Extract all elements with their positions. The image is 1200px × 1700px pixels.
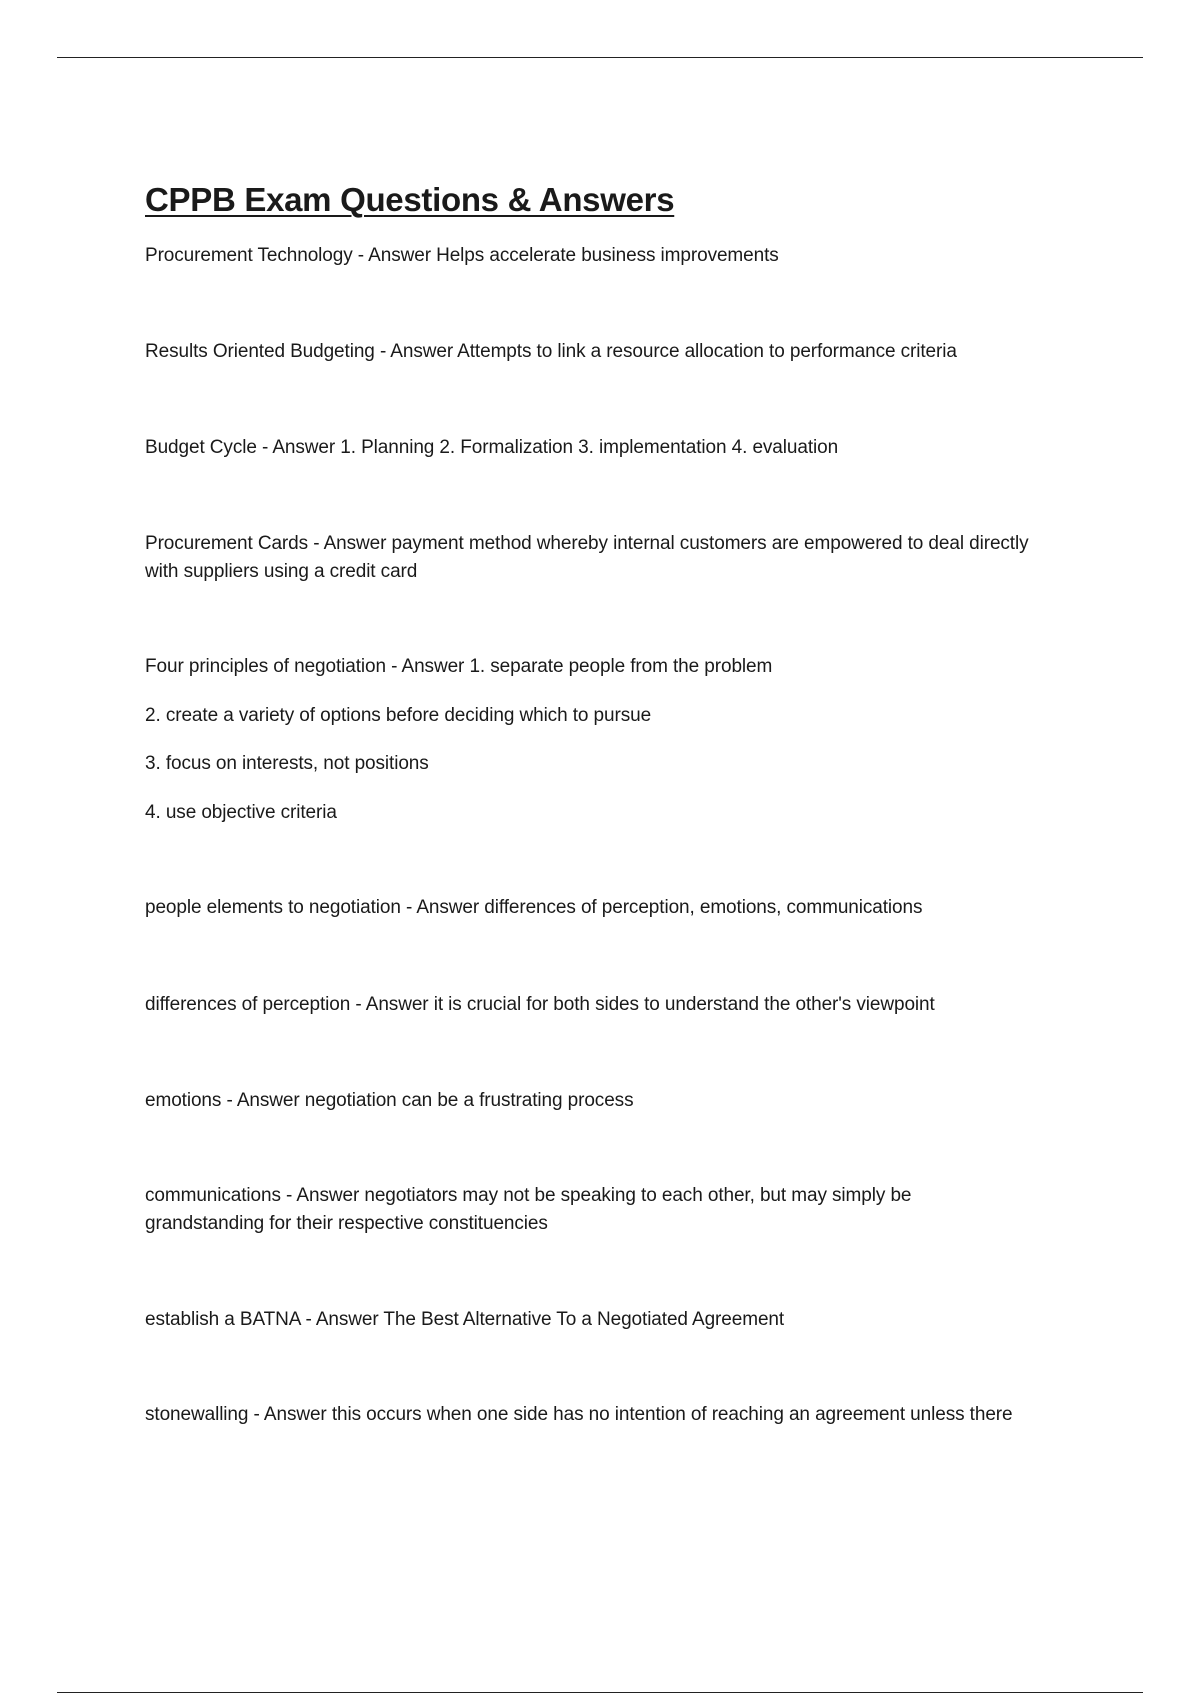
qa-procurement-technology: Procurement Technology - Answer Helps accelerate business improvements [145, 245, 779, 266]
footer-rule [57, 1692, 1143, 1693]
qa-people-elements: people elements to negotiation - Answer differences of perception, emotions, communications [145, 897, 923, 918]
qa-budget-cycle: Budget Cycle - Answer 1. Planning 2. Formalization 3. implementation 4. evaluation [145, 437, 839, 458]
qa-procurement-cards: Procurement Cards - Answer payment method whereby internal customers are empowered to deal directly with suppliers using a credit card [145, 533, 1029, 582]
qa-results-oriented-budgeting: Results Oriented Budgeting - Answer Attempts to link a resource allocation to performance criteria [145, 341, 957, 362]
qa-communications: communications - Answer negotiators may not be speaking to each other, but may simply be grandstanding for their respective constituencies [145, 1185, 912, 1234]
principle-3: 3. focus on interests, not positions [145, 753, 429, 774]
header-rule [57, 57, 1143, 58]
principle-4: 4. use objective criteria [145, 802, 337, 823]
qa-four-principles: Four principles of negotiation - Answer 1. separate people from the problem [145, 656, 773, 677]
qa-batna: establish a BATNA - Answer The Best Alternative To a Negotiated Agreement [145, 1309, 785, 1330]
document-body [145, 178, 1105, 1425]
document-title: CPPB Exam Questions & Answers [145, 181, 675, 218]
principle-2: 2. create a variety of options before deciding which to pursue [145, 705, 652, 726]
qa-stonewalling: stonewalling - Answer this occurs when one side has no intention of reaching an agreement unless there [145, 1404, 1013, 1425]
qa-emotions: emotions - Answer negotiation can be a frustrating process [145, 1090, 634, 1111]
qa-differences-of-perception: differences of perception - Answer it is crucial for both sides to understand the other's viewpoint [145, 994, 935, 1015]
